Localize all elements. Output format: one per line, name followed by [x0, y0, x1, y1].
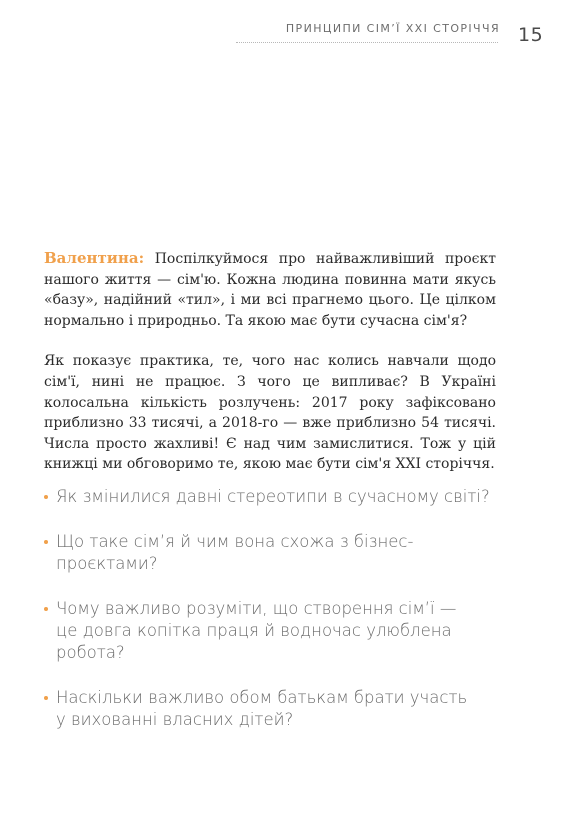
- text-line: і природньо. Та якою має бути сучасна сім'я?: [128, 312, 468, 329]
- paragraph-intro: [44, 248, 496, 331]
- text-line: Як показує практика, те, чого нас колись навчали щодо сім'ї,: [44, 353, 496, 390]
- text-line: Поспілкуймося про найважливіший проєкт на: [44, 251, 497, 288]
- question-line: Як змінилися давні стереотипи в сучасному світі?: [56, 487, 490, 506]
- text-line: надійний «тил», і ми всі прагнемо цього. Це цілком нормально: [44, 292, 496, 329]
- question-line: у вихованні власних дітей?: [56, 710, 294, 729]
- bullet-icon: [44, 696, 48, 700]
- speaker-name: Валентина:: [44, 249, 145, 267]
- page-number: 15: [518, 24, 544, 46]
- question-line: це довга копітка праця й водночас улюблена: [56, 621, 452, 640]
- question-line: Наскільки важливо обом батькам брати участь: [56, 688, 468, 707]
- bullet-icon: [44, 607, 48, 611]
- question-item: [44, 598, 496, 664]
- paragraph-statistics: [44, 351, 496, 475]
- question-line: Що таке сім’я й чим вона схожа з бізнес-: [56, 532, 414, 551]
- text-line: те, якою має бути сім'я XXI сторіччя.: [217, 456, 495, 473]
- text-line: а 2018-го — вже приблизно 54 тисячі. Числа просто жахли: [44, 415, 496, 452]
- text-line: шого життя — сім'ю. Кожна людина повинна мати якусь «базу»,: [44, 271, 496, 309]
- question-item: [44, 486, 496, 508]
- header-dotted-rule: [236, 42, 498, 43]
- text-line: ві! Є над чим замислитися. Тож у цій книжці ми обговоримо: [44, 435, 496, 473]
- question-line: робота?: [56, 643, 125, 662]
- question-line: проєктами?: [56, 554, 158, 573]
- text-line: нині не працює. З чого це випливає? В Україні колосальна кіль: [44, 373, 496, 411]
- running-head: ПРИНЦИПИ СІМ’Ї XXI СТОРІЧЧЯ: [285, 22, 500, 35]
- question-line: Чому важливо розуміти, що створення сім’ї —: [56, 599, 457, 618]
- question-item: [44, 531, 496, 575]
- text-line: кість розлучень: 2017 року зафіксовано приблизно 33 тисячі,: [44, 394, 496, 432]
- bullet-icon: [44, 540, 48, 544]
- bullet-icon: [44, 495, 48, 499]
- question-item: [44, 687, 496, 731]
- question-list: [44, 486, 496, 754]
- main-text: [44, 248, 496, 475]
